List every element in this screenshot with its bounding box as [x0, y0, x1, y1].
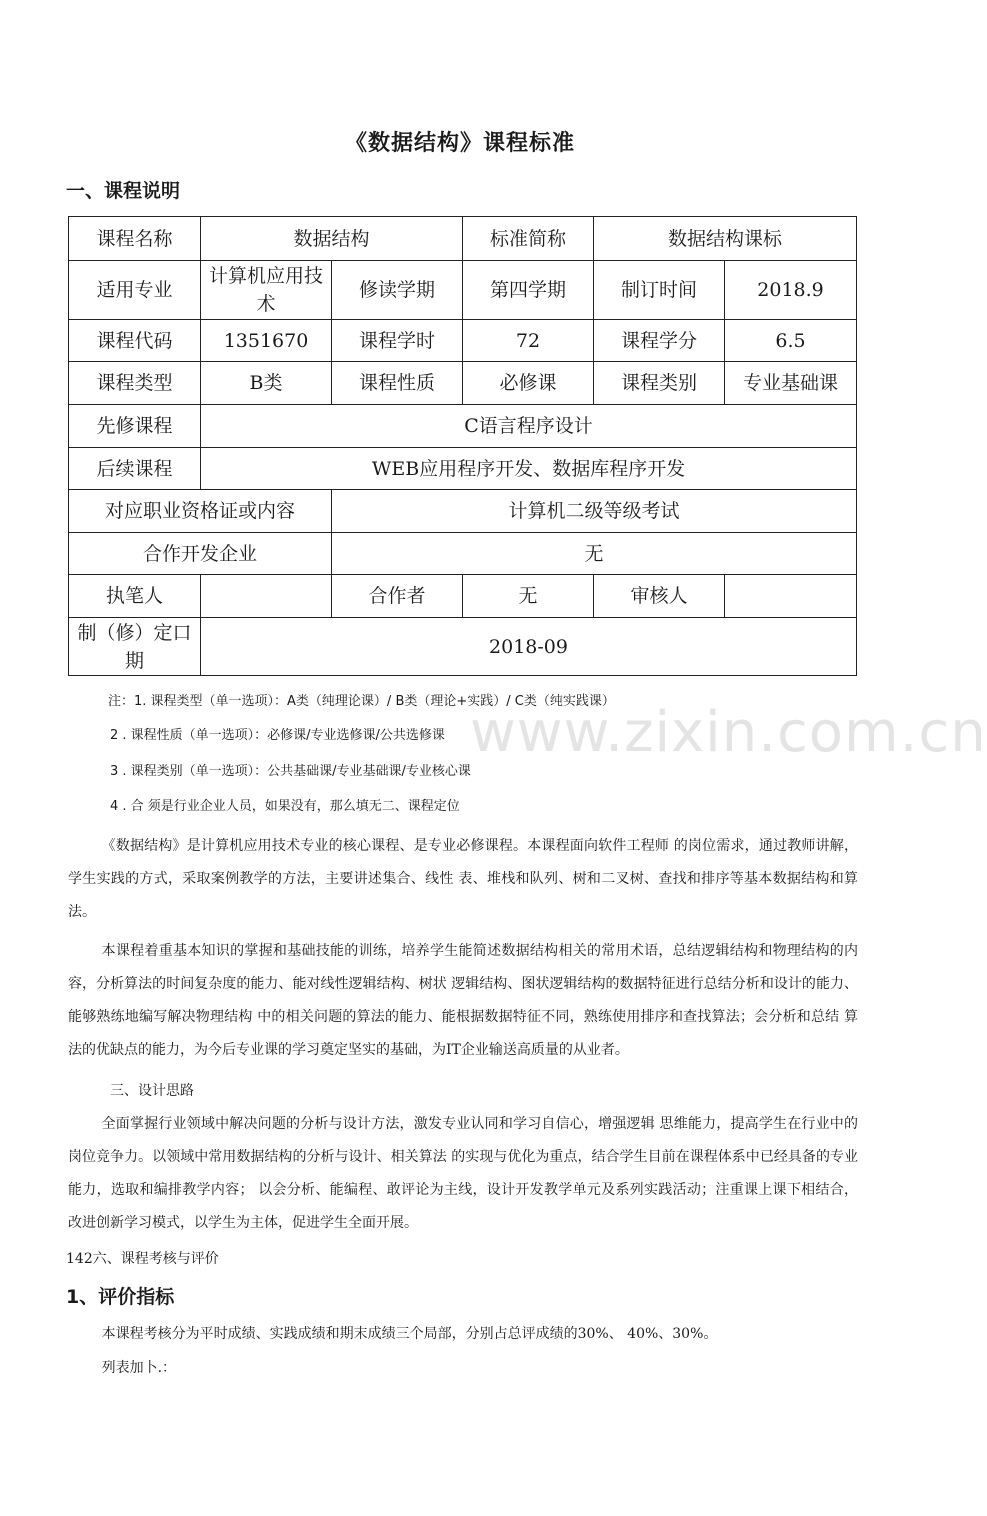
table-row: [69, 618, 857, 676]
table-cell: [725, 575, 857, 618]
table-cell: 课程名称: [69, 217, 201, 261]
section-heading-6: 142六、课程考核与评价: [66, 1251, 219, 1267]
table-cell: 数据结构: [201, 217, 463, 261]
table-cell: 计算机应用技术: [201, 261, 332, 320]
paragraph: 列表加卜.：: [101, 1360, 177, 1376]
table-cell: 第四学期: [463, 261, 594, 320]
page-title: 《数据结构》课程标准: [344, 131, 575, 156]
table-cell: 标准简称: [463, 217, 594, 261]
table-cell: 无: [332, 533, 857, 575]
table-cell: 必修课: [463, 362, 594, 405]
table-row: [69, 362, 857, 405]
table-cell: 先修课程: [69, 405, 201, 448]
table-row: [69, 533, 857, 575]
table-cell: 修读学期: [332, 261, 463, 320]
table-cell: 6.5: [725, 320, 857, 362]
watermark: www.zixin.com.cn: [470, 700, 987, 765]
table-row: [69, 217, 857, 261]
note-line: 4 . 合 须是行业企业人员，如果没有，那么填无二、课程定位: [110, 799, 460, 814]
table-cell: 无: [463, 575, 594, 618]
table-cell: 制（修）定口期: [69, 618, 201, 676]
table-cell: 课程学时: [332, 320, 463, 362]
course-info-table: [68, 216, 857, 676]
note-line: 3 . 课程类别（单一选项）：公共基础课/专业基础课/专业核心课: [110, 764, 471, 779]
note-line: 注：1. 课程类型（单一选项）：A类（纯理论课）/ B类（理论+实践）/ C类（纯实践课）: [108, 694, 615, 709]
table-row: [69, 320, 857, 362]
table-cell: C语言程序设计: [201, 405, 857, 448]
section-heading-1: 一、课程说明: [66, 180, 181, 202]
table-cell: 课程学分: [594, 320, 725, 362]
paragraph: 本课程考核分为平时成绩、实践成绩和期末成绩三个局部，分别占总评成绩的30%、 40%、30%。: [101, 1326, 718, 1342]
table-row: [69, 575, 857, 618]
note-line: 2 . 课程性质（单一选项）：必修课/专业选修课/公共选修课: [110, 728, 445, 743]
paragraph: 本课程着重基本知识的掌握和基础技能的训练，培养学生能简述数据结构相关的常用术语，总结逻辑结构和物理结构的内容，分析算法的时间复杂度的能力、能对线性逻辑结构、树状 逻辑结构、图状逻辑结构的数据特征进行总结分析和设计的能力、能够熟练地编写解决物理结构 中的相关问题的算法的能力、能根据数据特征不同，熟练使用排序和查找算法；会分析和总结 算法的优缺点的能力，为今后专业课的学习奠定坚实的基础，为IT企业输送高质量的从业者。: [68, 943, 858, 1058]
table-row: [69, 490, 857, 533]
table-cell: [201, 575, 332, 618]
table-cell: 课程代码: [69, 320, 201, 362]
table-cell: 1351670: [201, 320, 332, 362]
table-cell: 合作开发企业: [69, 533, 332, 575]
table-row: [69, 261, 857, 320]
table-cell: 课程性质: [332, 362, 463, 405]
paragraph: 《数据结构》是计算机应用技术专业的核心课程、是专业必修课程。本课程面向软件工程师 的岗位需求，通过教师讲解，学生实践的方式，采取案例教学的方法，主要讲述集合、线性 表、堆栈和队列、树和二叉树、查找和排序等基本数据结构和算法。: [68, 838, 858, 920]
table-row: [69, 448, 857, 490]
table-cell: 2018-09: [201, 618, 857, 676]
table-cell: WEB应用程序开发、数据库程序开发: [201, 448, 857, 490]
table-cell: 执笔人: [69, 575, 201, 618]
table-cell: 适用专业: [69, 261, 201, 320]
table-cell: 制订时间: [594, 261, 725, 320]
table-cell: B类: [201, 362, 332, 405]
table-cell: 课程类别: [594, 362, 725, 405]
table-cell: 计算机二级等级考试: [332, 490, 857, 533]
table-row: [69, 405, 857, 448]
section-heading-3: 三、设计思路: [110, 1083, 194, 1099]
table-cell: 审核人: [594, 575, 725, 618]
table-cell: 专业基础课: [725, 362, 857, 405]
table-cell: 课程类型: [69, 362, 201, 405]
table-cell: 对应职业资格证或内容: [69, 490, 332, 533]
table-cell: 2018.9: [725, 261, 857, 320]
table-cell: 合作者: [332, 575, 463, 618]
table-cell: 后续课程: [69, 448, 201, 490]
table-cell: 72: [463, 320, 594, 362]
table-cell: 数据结构课标: [594, 217, 857, 261]
heading-evaluation: 1、评价指标: [66, 1286, 175, 1308]
paragraph: 全面掌握行业领域中解决问题的分析与设计方法，激发专业认同和学习自信心，增强逻辑 思维能力，提高学生在行业中的岗位竞争力。以领域中常用数据结构的分析与设计、相关算法 的实现与优化为重点，结合学生目前在课程体系中已经具备的专业能力，选取和编排教学内容； 以会分析、能编程、敢评论为主线，设计开发教学单元及系列实践活动；注重课上课下相结合， 改进创新学习模式，以学生为主体，促进学生全面开展。: [68, 1116, 858, 1231]
